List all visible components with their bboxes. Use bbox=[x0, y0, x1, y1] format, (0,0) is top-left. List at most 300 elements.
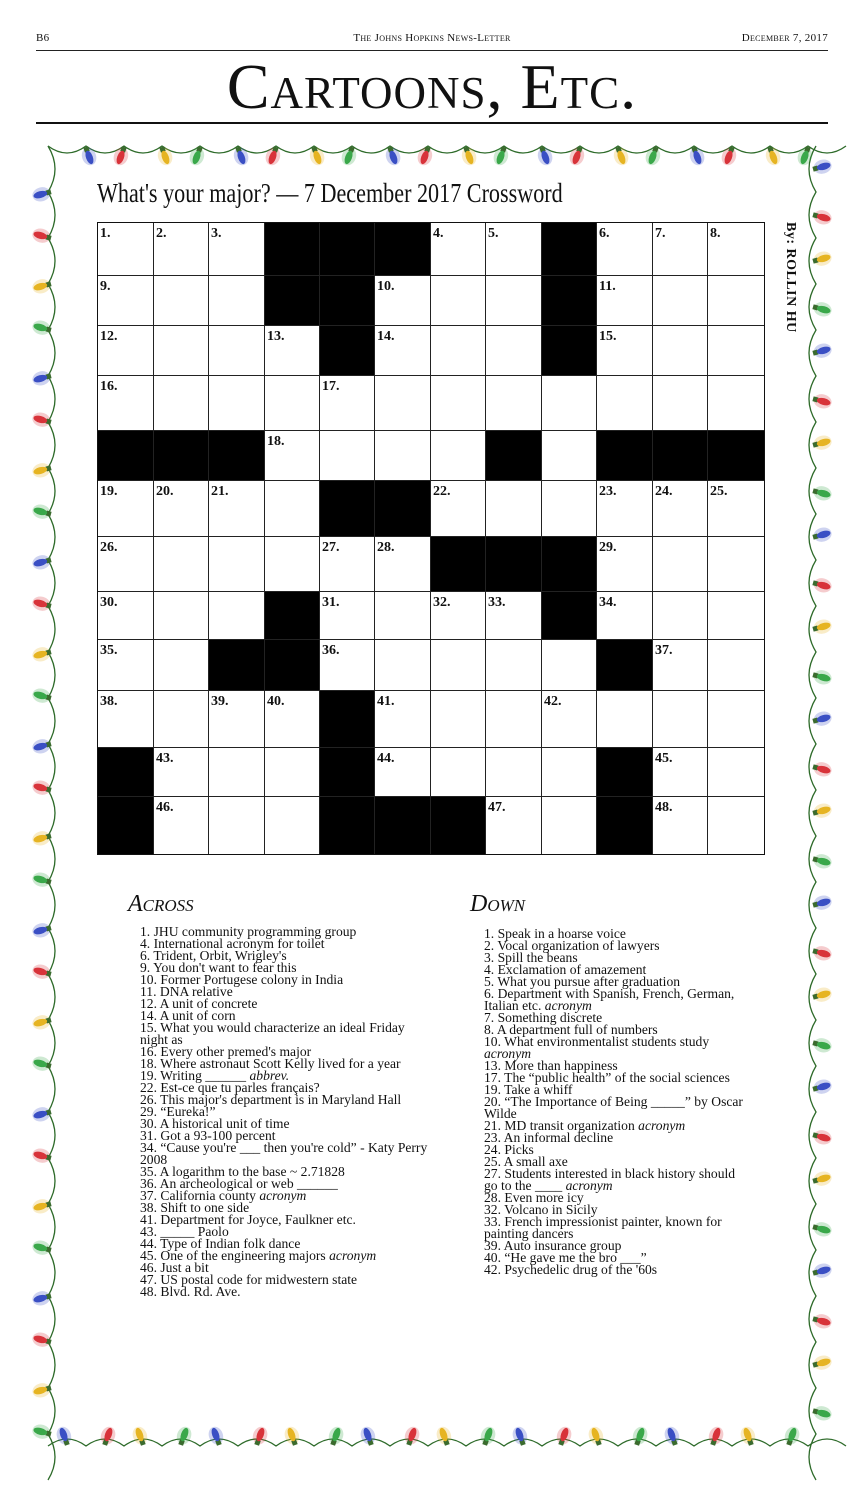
across-clue: 48. Blvd. Rd. Ave. bbox=[140, 1284, 241, 1299]
light-bulb bbox=[811, 576, 833, 594]
grid-cell[interactable] bbox=[430, 375, 485, 430]
light-bulb bbox=[811, 1170, 833, 1188]
crossword-title: What's your major? — 7 December 2017 Crossword bbox=[97, 178, 563, 208]
grid-cell[interactable] bbox=[319, 639, 374, 690]
across-clue: 35. A logarithm to the base ~ 2.71828 bbox=[140, 1164, 345, 1179]
grid-cell[interactable] bbox=[264, 480, 319, 536]
across-clue: 45. One of the engineering majors acronym bbox=[140, 1248, 377, 1263]
grid-cell[interactable] bbox=[707, 222, 765, 275]
grid-cell[interactable] bbox=[208, 747, 264, 796]
grid-cell[interactable] bbox=[652, 325, 707, 375]
grid-cell[interactable] bbox=[374, 375, 430, 430]
black-square bbox=[596, 747, 652, 796]
light-bulb bbox=[31, 1423, 53, 1441]
light-bulb bbox=[31, 829, 53, 847]
grid-cell[interactable] bbox=[97, 375, 153, 430]
light-bulb bbox=[434, 1425, 454, 1448]
grid-cell[interactable] bbox=[541, 639, 596, 690]
grid-cell[interactable] bbox=[485, 325, 541, 375]
grid-cell[interactable] bbox=[153, 275, 208, 325]
light-bulb bbox=[811, 1036, 833, 1054]
down-clue: 2. Vocal organization of lawyers bbox=[484, 938, 660, 953]
grid-cell[interactable] bbox=[153, 325, 208, 375]
grid-cell[interactable] bbox=[153, 796, 208, 855]
grid-cell[interactable] bbox=[374, 639, 430, 690]
grid-cell[interactable] bbox=[208, 222, 264, 275]
light-bulb bbox=[706, 1425, 726, 1448]
grid-cell[interactable] bbox=[153, 690, 208, 747]
clue-number: 39. bbox=[211, 694, 229, 709]
black-square bbox=[596, 796, 652, 855]
clue-number: 12. bbox=[100, 329, 118, 344]
light-bulb bbox=[811, 208, 833, 226]
grid-cell[interactable] bbox=[652, 222, 707, 275]
light-bulb bbox=[811, 1220, 833, 1238]
grid-cell[interactable] bbox=[153, 591, 208, 639]
light-bulb bbox=[31, 277, 53, 295]
grid-cell[interactable] bbox=[485, 591, 541, 639]
grid-cell[interactable] bbox=[208, 275, 264, 325]
black-square bbox=[319, 796, 374, 855]
clue-number: 21. bbox=[211, 484, 229, 499]
clue-number: 30. bbox=[100, 595, 118, 610]
black-square bbox=[374, 222, 430, 275]
grid-cell[interactable] bbox=[208, 591, 264, 639]
light-bulb bbox=[811, 526, 833, 544]
grid-cell[interactable] bbox=[485, 375, 541, 430]
clue-number: 47. bbox=[488, 800, 506, 815]
across-clue: 15. What you would characterize an ideal Friday night as bbox=[140, 1020, 405, 1047]
black-square bbox=[485, 430, 541, 480]
grid-cell[interactable] bbox=[153, 747, 208, 796]
grid-cell[interactable] bbox=[264, 325, 319, 375]
clue-number: 15. bbox=[599, 329, 617, 344]
grid-cell[interactable] bbox=[652, 747, 707, 796]
light-bulb bbox=[31, 1289, 53, 1307]
section-title: Cartoons, Etc. bbox=[226, 51, 638, 122]
light-bulb bbox=[811, 710, 833, 728]
grid-cell[interactable] bbox=[97, 690, 153, 747]
grid-cell[interactable] bbox=[652, 796, 707, 855]
grid-cell[interactable] bbox=[153, 480, 208, 536]
clue-number: 34. bbox=[599, 595, 617, 610]
grid-cell[interactable] bbox=[485, 639, 541, 690]
clue-number: 24. bbox=[655, 484, 673, 499]
crossword-grid[interactable] bbox=[97, 222, 765, 855]
clue-number: 22. bbox=[433, 484, 451, 499]
clue-number: 3. bbox=[211, 226, 222, 241]
clue-number: 31. bbox=[322, 595, 340, 610]
grid-cell[interactable] bbox=[208, 536, 264, 591]
light-bulb bbox=[811, 668, 833, 686]
grid-cell[interactable] bbox=[541, 690, 596, 747]
light-bulb bbox=[31, 737, 53, 755]
grid-cell[interactable] bbox=[707, 690, 765, 747]
grid-cell[interactable] bbox=[97, 536, 153, 591]
page-number: B6 bbox=[36, 32, 50, 44]
clue-number: 48. bbox=[655, 800, 673, 815]
light-bulb bbox=[98, 1425, 118, 1448]
across-clue: 9. You don't want to fear this bbox=[140, 960, 297, 975]
grid-cell[interactable] bbox=[208, 690, 264, 747]
grid-cell[interactable] bbox=[485, 222, 541, 275]
black-square bbox=[264, 275, 319, 325]
grid-cell[interactable] bbox=[652, 275, 707, 325]
grid-cell[interactable] bbox=[707, 480, 765, 536]
across-clue: 38. Shift to one side bbox=[140, 1200, 250, 1215]
light-bulb bbox=[478, 1425, 498, 1448]
black-square bbox=[541, 275, 596, 325]
grid-cell[interactable] bbox=[541, 375, 596, 430]
grid-cell[interactable] bbox=[153, 639, 208, 690]
light-bulb bbox=[31, 461, 53, 479]
light-bulb bbox=[54, 1425, 74, 1448]
black-square bbox=[97, 747, 153, 796]
light-bulb bbox=[31, 185, 53, 203]
clue-number: 41. bbox=[377, 694, 395, 709]
grid-cell[interactable] bbox=[541, 480, 596, 536]
black-square bbox=[596, 639, 652, 690]
grid-cell[interactable] bbox=[264, 690, 319, 747]
light-bulb bbox=[31, 1239, 53, 1257]
grid-cell[interactable] bbox=[430, 222, 485, 275]
light-bulb bbox=[586, 1425, 606, 1448]
grid-cell[interactable] bbox=[97, 480, 153, 536]
grid-cell[interactable] bbox=[652, 536, 707, 591]
crossword-byline: By: ROLLIN HU bbox=[783, 222, 798, 333]
clue-tag: acronym bbox=[259, 1188, 307, 1203]
light-bulb bbox=[174, 1425, 194, 1448]
grid-cell[interactable] bbox=[97, 591, 153, 639]
across-clue: 44. Type of Indian folk dance bbox=[140, 1236, 301, 1251]
clue-number: 32. bbox=[433, 595, 451, 610]
light-bulb bbox=[811, 434, 833, 452]
light-bulb bbox=[811, 392, 833, 410]
grid-cell[interactable] bbox=[707, 747, 765, 796]
grid-cell[interactable] bbox=[430, 690, 485, 747]
down-clue: 17. The “public health” of the social sciences bbox=[484, 1070, 730, 1085]
across-clue: 29. “Eureka!” bbox=[140, 1104, 216, 1119]
light-bulb bbox=[811, 300, 833, 318]
clue-number: 16. bbox=[100, 379, 118, 394]
grid-cell[interactable] bbox=[485, 275, 541, 325]
light-bulb bbox=[738, 1425, 758, 1448]
grid-cell[interactable] bbox=[485, 480, 541, 536]
grid-cell[interactable] bbox=[153, 222, 208, 275]
down-clue: 8. A department full of numbers bbox=[484, 1022, 658, 1037]
black-square bbox=[374, 480, 430, 536]
light-bulb bbox=[402, 1425, 422, 1448]
grid-cell[interactable] bbox=[596, 480, 652, 536]
clue-number: 9. bbox=[100, 279, 111, 294]
grid-cell[interactable] bbox=[652, 591, 707, 639]
black-square bbox=[430, 796, 485, 855]
light-bulb bbox=[31, 871, 53, 889]
grid-cell[interactable] bbox=[707, 375, 765, 430]
grid-cell[interactable] bbox=[541, 747, 596, 796]
black-square bbox=[264, 639, 319, 690]
light-bulb bbox=[662, 1425, 682, 1448]
down-clue: 6. Department with Spanish, French, German, Italian etc. acronym bbox=[484, 986, 735, 1013]
grid-cell[interactable] bbox=[264, 375, 319, 430]
light-bulb bbox=[31, 319, 53, 337]
grid-cell[interactable] bbox=[374, 690, 430, 747]
clue-number: 4. bbox=[433, 226, 444, 241]
black-square bbox=[596, 430, 652, 480]
light-bulb bbox=[510, 1425, 530, 1448]
down-clue: 32. Volcano in Sicily bbox=[484, 1202, 598, 1217]
light-bulb bbox=[31, 1197, 53, 1215]
clue-number: 26. bbox=[100, 540, 118, 555]
grid-cell[interactable] bbox=[596, 536, 652, 591]
grid-cell[interactable] bbox=[264, 747, 319, 796]
clue-tag: abbrev. bbox=[249, 1068, 290, 1083]
grid-cell[interactable] bbox=[430, 325, 485, 375]
clue-number: 23. bbox=[599, 484, 617, 499]
black-square bbox=[319, 480, 374, 536]
black-square bbox=[264, 591, 319, 639]
down-clue: 33. French impressionist painter, known for painting dancers bbox=[484, 1214, 722, 1241]
down-clue: 10. What environmentalist students study acronym bbox=[484, 1034, 710, 1061]
clue-tag: acronym bbox=[565, 1178, 613, 1193]
black-square bbox=[374, 796, 430, 855]
black-square bbox=[541, 536, 596, 591]
black-square bbox=[97, 430, 153, 480]
black-square bbox=[541, 325, 596, 375]
across-clue: 41. Department for Joyce, Faulkner etc. bbox=[140, 1212, 356, 1227]
black-square bbox=[319, 747, 374, 796]
grid-cell[interactable] bbox=[208, 375, 264, 430]
grid-cell[interactable] bbox=[652, 639, 707, 690]
newspaper-name: The Johns Hopkins News-Letter bbox=[353, 32, 511, 44]
clue-number: 6. bbox=[599, 226, 610, 241]
grid-cell[interactable] bbox=[374, 430, 430, 480]
issue-date: December 7, 2017 bbox=[741, 32, 828, 44]
clue-number: 46. bbox=[156, 800, 174, 815]
clue-number: 40. bbox=[267, 694, 285, 709]
grid-cell[interactable] bbox=[208, 480, 264, 536]
clue-number: 38. bbox=[100, 694, 118, 709]
grid-cell[interactable] bbox=[596, 591, 652, 639]
grid-cell[interactable] bbox=[707, 639, 765, 690]
light-bulb bbox=[811, 1354, 833, 1372]
across-clue: 36. An archeological or web ______ bbox=[140, 1176, 338, 1191]
black-square bbox=[319, 690, 374, 747]
grid-cell[interactable] bbox=[430, 275, 485, 325]
across-clue: 26. This major's department is in Maryland Hall bbox=[140, 1092, 402, 1107]
grid-cell[interactable] bbox=[97, 325, 153, 375]
down-clue: 25. A small axe bbox=[484, 1154, 568, 1169]
light-bulb bbox=[811, 1128, 833, 1146]
grid-cell[interactable] bbox=[319, 591, 374, 639]
grid-cell[interactable] bbox=[430, 747, 485, 796]
grid-cell[interactable] bbox=[541, 796, 596, 855]
grid-cell[interactable] bbox=[485, 690, 541, 747]
grid-cell[interactable] bbox=[596, 222, 652, 275]
black-square bbox=[652, 430, 707, 480]
clue-number: 11. bbox=[599, 279, 616, 294]
light-bulb bbox=[31, 1055, 53, 1073]
light-bulb bbox=[811, 250, 833, 268]
light-bulb bbox=[31, 1105, 53, 1123]
down-clue: 40. “He gave me the bro ___” bbox=[484, 1250, 647, 1265]
grid-cell[interactable] bbox=[430, 591, 485, 639]
clue-tag: acronym bbox=[638, 1118, 686, 1133]
grid-cell[interactable] bbox=[97, 222, 153, 275]
grid-cell[interactable] bbox=[319, 536, 374, 591]
black-square bbox=[707, 430, 765, 480]
light-bulb bbox=[31, 645, 53, 663]
grid-cell[interactable] bbox=[652, 480, 707, 536]
grid-cell[interactable] bbox=[707, 591, 765, 639]
grid-cell[interactable] bbox=[374, 747, 430, 796]
down-clue: 3. Spill the beans bbox=[484, 950, 578, 965]
black-square bbox=[319, 275, 374, 325]
grid-cell[interactable] bbox=[374, 275, 430, 325]
down-clue: 28. Even more icy bbox=[484, 1190, 584, 1205]
black-square bbox=[319, 222, 374, 275]
light-bulb bbox=[811, 986, 833, 1004]
light-bulb bbox=[31, 1331, 53, 1349]
across-clue: 19. Writing ______ abbrev. bbox=[140, 1068, 290, 1083]
across-clue-list bbox=[140, 926, 430, 1298]
grid-cell[interactable] bbox=[430, 639, 485, 690]
light-bulb bbox=[782, 1425, 802, 1448]
light-bulb bbox=[811, 1262, 833, 1280]
across-heading: Across bbox=[128, 891, 194, 917]
clue-number: 2. bbox=[156, 226, 167, 241]
light-bulb bbox=[250, 1425, 270, 1448]
across-clue: 18. Where astronaut Scott Kelly lived for a year bbox=[140, 1056, 401, 1071]
grid-cell[interactable] bbox=[374, 536, 430, 591]
black-square bbox=[153, 430, 208, 480]
down-clue: 20. “The Importance of Being _____” by Oscar Wilde bbox=[484, 1094, 743, 1121]
grid-cell[interactable] bbox=[208, 796, 264, 855]
light-bulb bbox=[811, 852, 833, 870]
grid-cell[interactable] bbox=[319, 375, 374, 430]
grid-cell[interactable] bbox=[153, 536, 208, 591]
across-clue: 6. Trident, Orbit, Wrigley's bbox=[140, 948, 287, 963]
light-bulb bbox=[630, 1425, 650, 1448]
black-square bbox=[264, 222, 319, 275]
clue-tag: acronym bbox=[544, 998, 592, 1013]
grid-cell[interactable] bbox=[264, 430, 319, 480]
light-bulb bbox=[326, 1425, 346, 1448]
grid-cell[interactable] bbox=[374, 591, 430, 639]
across-clue: 31. Got a 93-100 percent bbox=[140, 1128, 276, 1143]
clue-number: 43. bbox=[156, 751, 174, 766]
light-bulb bbox=[811, 760, 833, 778]
clue-number: 33. bbox=[488, 595, 506, 610]
light-bulb bbox=[811, 1404, 833, 1422]
light-bulb bbox=[811, 802, 833, 820]
grid-cell[interactable] bbox=[208, 325, 264, 375]
across-clue: 11. DNA relative bbox=[140, 984, 233, 999]
black-square bbox=[97, 796, 153, 855]
across-clue: 47. US postal code for midwestern state bbox=[140, 1272, 358, 1287]
across-clue: 46. Just a bit bbox=[140, 1260, 209, 1275]
light-bulb bbox=[282, 1425, 302, 1448]
across-clue: 12. A unit of concrete bbox=[140, 996, 258, 1011]
down-clue: 19. Take a whiff bbox=[484, 1082, 573, 1097]
light-bulb bbox=[811, 1078, 833, 1096]
light-bulb bbox=[31, 369, 53, 387]
light-bulb bbox=[31, 595, 53, 613]
down-clue: 7. Something discrete bbox=[484, 1010, 603, 1025]
black-square bbox=[208, 430, 264, 480]
grid-cell[interactable] bbox=[153, 375, 208, 430]
grid-cell[interactable] bbox=[374, 325, 430, 375]
light-bulb bbox=[811, 158, 833, 176]
light-bulb bbox=[811, 618, 833, 636]
down-clue: 13. More than happiness bbox=[484, 1058, 618, 1073]
clue-tag: acronym bbox=[329, 1248, 377, 1263]
clue-number: 29. bbox=[599, 540, 617, 555]
black-square bbox=[319, 325, 374, 375]
clue-number: 36. bbox=[322, 643, 340, 658]
light-bulb bbox=[811, 894, 833, 912]
grid-cell[interactable] bbox=[264, 796, 319, 855]
down-clue: 4. Exclamation of amazement bbox=[484, 962, 647, 977]
down-clue: 23. An informal decline bbox=[484, 1130, 614, 1145]
grid-cell[interactable] bbox=[430, 430, 485, 480]
light-bulb bbox=[31, 411, 53, 429]
across-clue: 14. A unit of corn bbox=[140, 1008, 236, 1023]
grid-cell[interactable] bbox=[707, 796, 765, 855]
black-square bbox=[485, 536, 541, 591]
across-clue: 1. JHU community programming group bbox=[140, 924, 357, 939]
light-bulb bbox=[31, 1381, 53, 1399]
across-clue: 16. Every other premed's major bbox=[140, 1044, 312, 1059]
clue-number: 42. bbox=[544, 694, 562, 709]
across-clue: 4. International acronym for toilet bbox=[140, 936, 325, 951]
light-bulb bbox=[31, 779, 53, 797]
grid-cell[interactable] bbox=[652, 375, 707, 430]
grid-cell[interactable] bbox=[596, 375, 652, 430]
down-clue: 42. Psychedelic drug of the '60s bbox=[484, 1262, 658, 1277]
grid-cell[interactable] bbox=[430, 480, 485, 536]
grid-cell[interactable] bbox=[485, 747, 541, 796]
grid-cell[interactable] bbox=[596, 325, 652, 375]
light-bulb bbox=[206, 1425, 226, 1448]
grid-cell[interactable] bbox=[319, 430, 374, 480]
grid-cell[interactable] bbox=[264, 536, 319, 591]
across-clue: 43. _____ Paolo bbox=[140, 1224, 229, 1239]
clue-number: 14. bbox=[377, 329, 395, 344]
light-bulb bbox=[31, 1013, 53, 1031]
across-clue: 10. Former Portugese colony in India bbox=[140, 972, 344, 987]
clue-number: 8. bbox=[710, 226, 721, 241]
grid-cell[interactable] bbox=[97, 275, 153, 325]
grid-cell[interactable] bbox=[707, 536, 765, 591]
clue-number: 28. bbox=[377, 540, 395, 555]
grid-cell[interactable] bbox=[485, 796, 541, 855]
clue-number: 18. bbox=[267, 434, 285, 449]
clue-number: 7. bbox=[655, 226, 666, 241]
across-clue: 22. Est-ce que tu parles français? bbox=[140, 1080, 320, 1095]
grid-cell[interactable] bbox=[97, 639, 153, 690]
grid-cell[interactable] bbox=[541, 430, 596, 480]
light-bulb bbox=[554, 1425, 574, 1448]
down-heading: Down bbox=[470, 891, 526, 917]
grid-cell[interactable] bbox=[707, 325, 765, 375]
light-bulb bbox=[811, 944, 833, 962]
grid-cell[interactable] bbox=[596, 690, 652, 747]
grid-cell[interactable] bbox=[707, 275, 765, 325]
grid-cell[interactable] bbox=[652, 690, 707, 747]
grid-cell[interactable] bbox=[596, 275, 652, 325]
clue-number: 17. bbox=[322, 379, 340, 394]
